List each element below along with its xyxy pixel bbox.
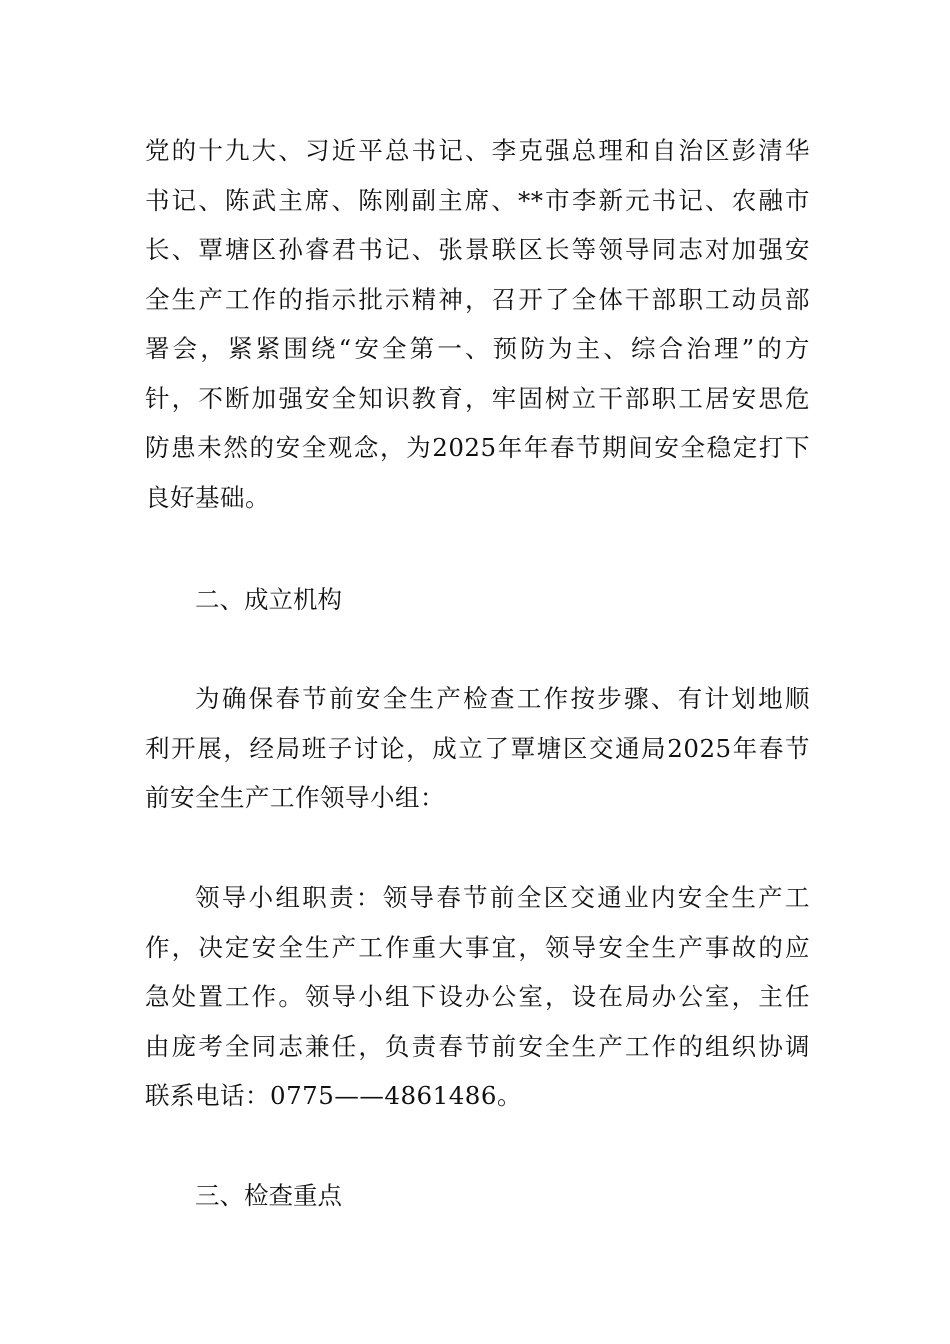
text-line: 书记、陈武主席、陈刚副主席、**市李新元书记、农融市	[145, 185, 810, 215]
text-line: 领导小组职责：领导春节前全区交通业内安全生产工	[195, 883, 810, 912]
section-heading-inspection-focus: 三、检查重点	[195, 1181, 342, 1210]
paragraph-organization	[145, 674, 810, 823]
text-line: 党的十九大、习近平总书记、李克强总理和自治区彭清华	[145, 136, 810, 165]
text-line: 联系电话：0775——4861486。	[145, 1081, 522, 1110]
text-line: 防患未然的安全观念，为2025年年春节期间安全稳定打下	[145, 433, 810, 462]
text-line: 长、覃塘区孙睿君书记、张景联区长等领导同志对加强安	[145, 235, 810, 264]
paragraph-responsibilities	[145, 873, 810, 1121]
paragraph-directives	[145, 126, 810, 522]
text-line: 署会，紧紧围绕“安全第一、预防为主、综合治理”的方	[145, 334, 810, 363]
text-line: 前安全生产工作领导小组：	[145, 783, 445, 812]
text-line: 急处置工作。领导小组下设办公室，设在局办公室，主任	[145, 982, 810, 1011]
section-heading-organization: 二、成立机构	[195, 585, 342, 614]
text-line: 为确保春节前安全生产检查工作按步骤、有计划地顺	[195, 684, 810, 713]
text-line: 良好基础。	[145, 482, 270, 512]
text-line: 作，决定安全生产工作重大事宜，领导安全生产事故的应	[145, 932, 810, 962]
text-line: 针，不断加强安全知识教育，牢固树立干部职工居安思危	[145, 383, 810, 413]
text-line: 由庞考全同志兼任，负责春节前安全生产工作的组织协调	[145, 1031, 810, 1061]
text-line: 全生产工作的指示批示精神，召开了全体干部职工动员部	[145, 284, 810, 314]
text-line: 利开展，经局班子讨论，成立了覃塘区交通局2025年春节	[145, 733, 810, 763]
